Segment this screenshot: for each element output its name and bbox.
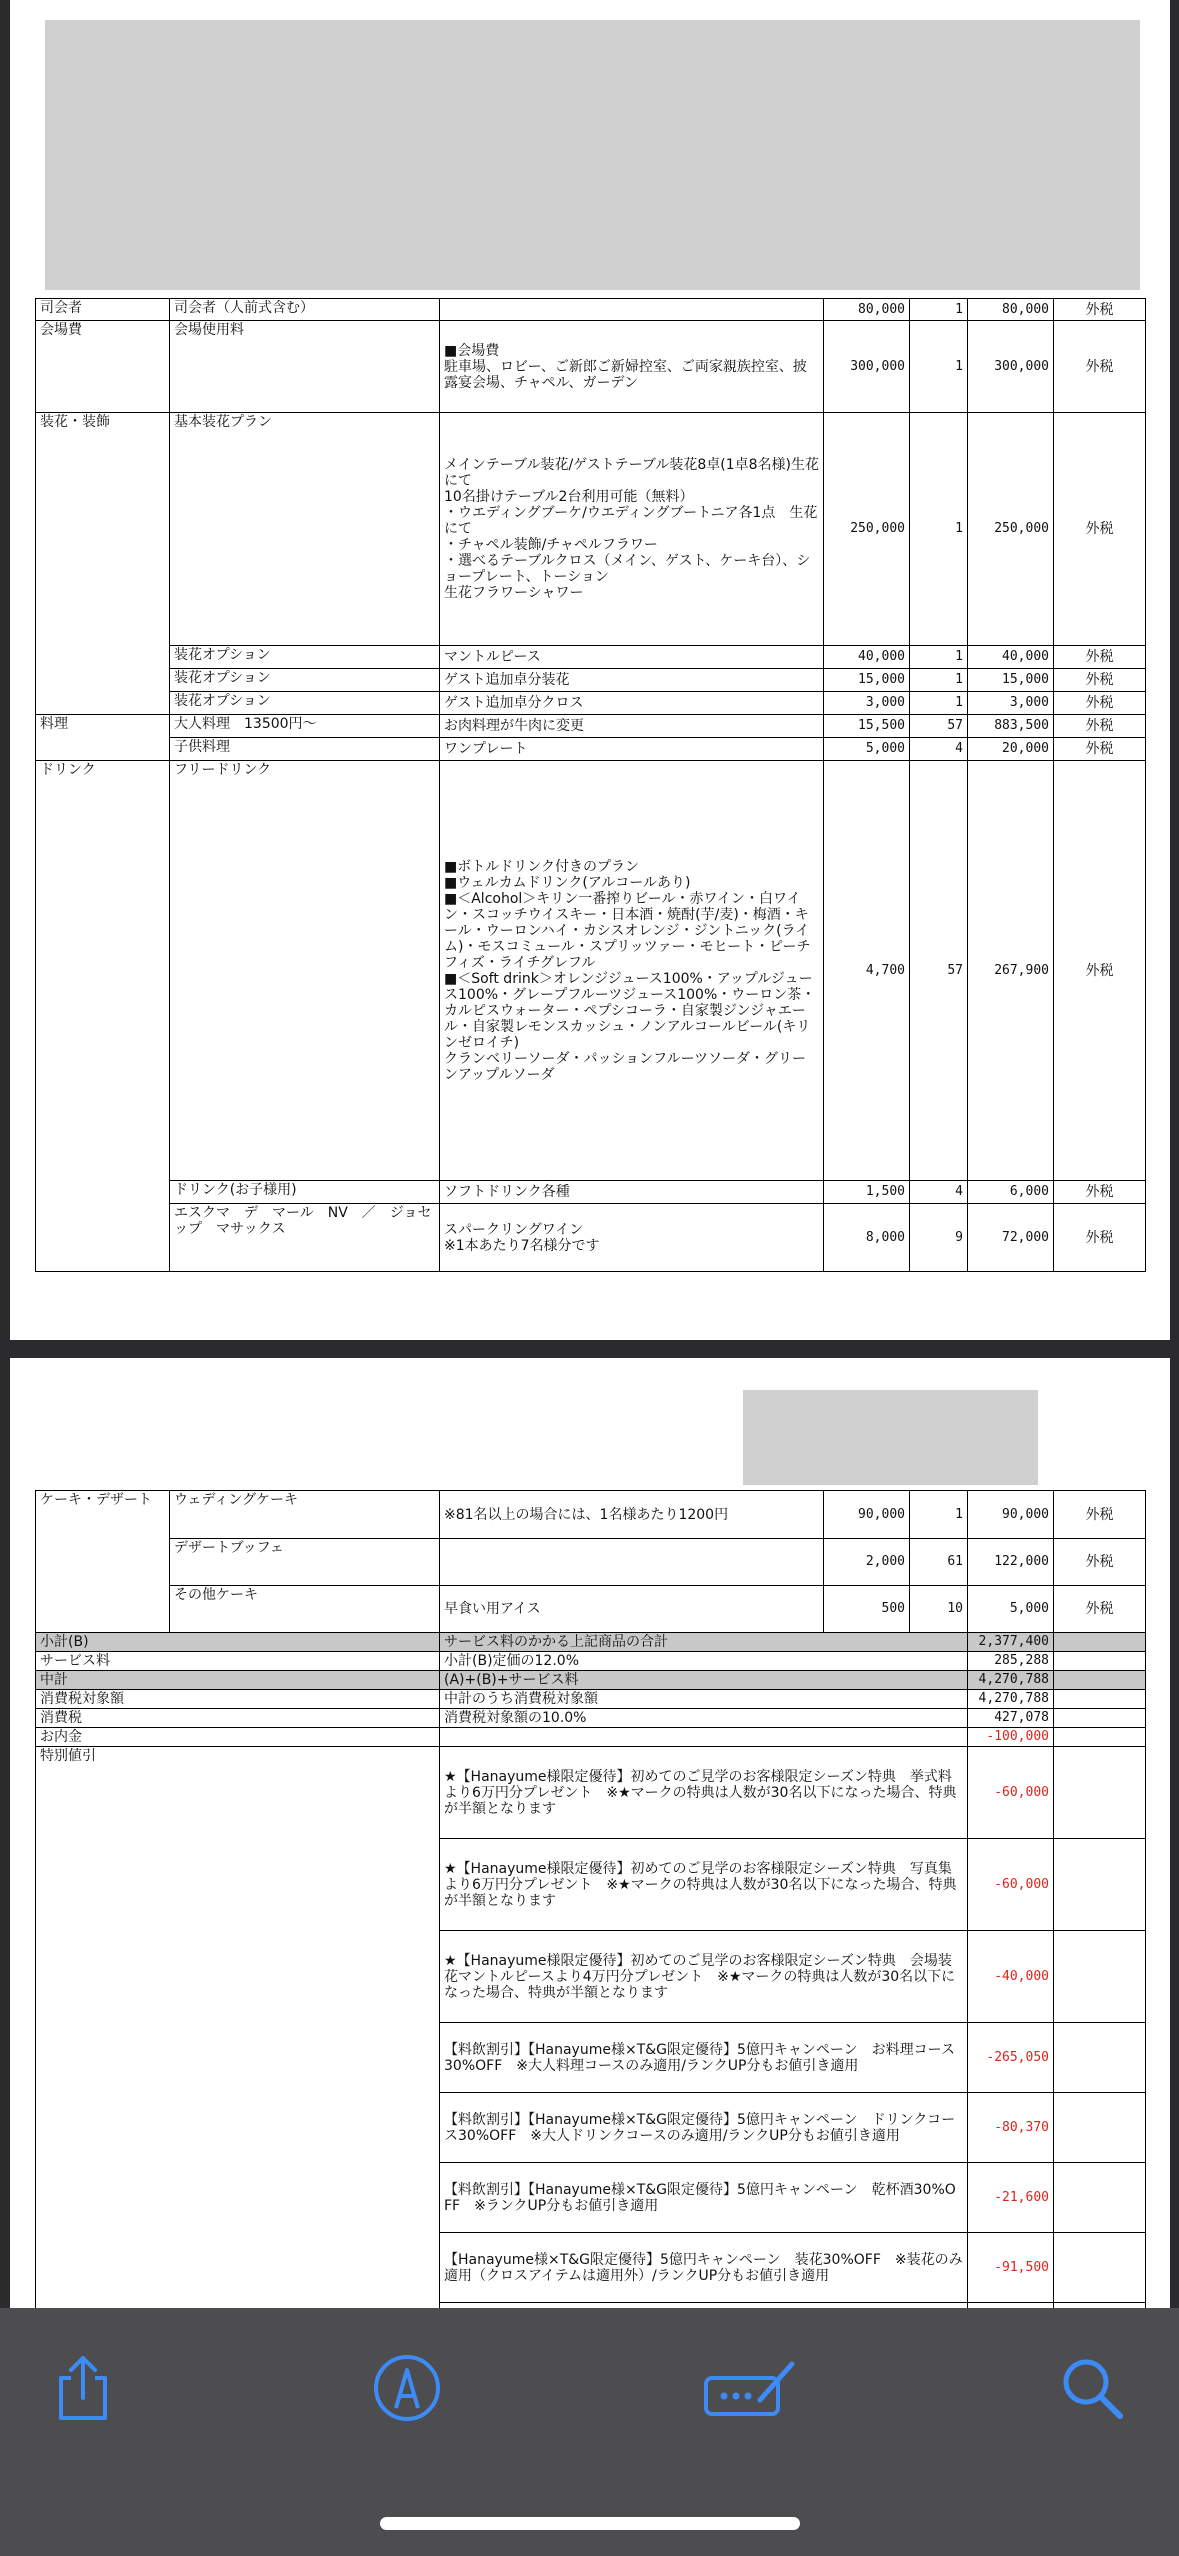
unit-price-cell: 4,700 [824, 761, 910, 1181]
discount-amount: -21,600 [968, 2163, 1054, 2233]
summary-blank [1054, 1709, 1146, 1728]
tax-type-cell: 外税 [1054, 761, 1146, 1181]
share-button[interactable] [43, 2348, 123, 2428]
item-cell: エスクマ デ マール NV ／ ジョセップ マサックス [170, 1204, 440, 1272]
table-row [36, 715, 1146, 738]
document-page-2 [10, 1358, 1170, 2308]
markup-button[interactable] [367, 2348, 447, 2428]
unit-price-cell: 90,000 [824, 1491, 910, 1539]
discount-amount: -265,050 [968, 2023, 1054, 2093]
amount-cell: 15,000 [968, 669, 1054, 692]
summary-label: 中計 [36, 1671, 440, 1690]
home-indicator [380, 2517, 800, 2530]
discount-amount: -60,000 [968, 1747, 1054, 1839]
summary-amount: 427,078 [968, 1709, 1054, 1728]
summary-description: 小計(B)定価の12.0% [440, 1652, 968, 1671]
amount-cell: 72,000 [968, 1204, 1054, 1272]
summary-label: サービス料 [36, 1652, 440, 1671]
item-cell: 司会者（人前式含む） [170, 299, 440, 321]
discount-blank [1054, 2093, 1146, 2163]
table-row [36, 669, 1146, 692]
document-page-1 [10, 0, 1170, 1340]
summary-description: 中計のうち消費税対象額 [440, 1690, 968, 1709]
table-row [36, 1204, 1146, 1272]
description-cell: ※81名以上の場合には、1名様あたり1200円 [440, 1491, 824, 1539]
quantity-cell: 61 [910, 1539, 968, 1586]
discount-description: 【料飲割引】【Hanayume様×T&G限定優待】5億円キャンペーン ドリンクコース30%OFF ※大人ドリンクコースのみ適用/ランクUP分もお値引き適用 [440, 2093, 968, 2163]
quantity-cell: 1 [910, 669, 968, 692]
tax-type-cell: 外税 [1054, 321, 1146, 413]
tax-type-cell: 外税 [1054, 1204, 1146, 1272]
unit-price-cell: 8,000 [824, 1204, 910, 1272]
item-cell: 装花オプション [170, 692, 440, 715]
summary-description: 消費税対象額の10.0% [440, 1709, 968, 1728]
table-row [36, 1491, 1146, 1539]
discount-blank [1054, 2163, 1146, 2233]
unit-price-cell: 3,000 [824, 692, 910, 715]
amount-cell: 6,000 [968, 1181, 1054, 1204]
summary-description [440, 1728, 968, 1747]
discount-blank [1054, 2233, 1146, 2303]
description-cell: ゲスト追加卓分装花 [440, 669, 824, 692]
item-cell: ウェディングケーキ [170, 1491, 440, 1539]
summary-amount: 4,270,788 [968, 1671, 1054, 1690]
unit-price-cell: 500 [824, 1586, 910, 1633]
summary-row [36, 1728, 1146, 1747]
discount-description: ★【Hanayume様限定優待】初めてのご見学のお客様限定シーズン特典 会場装花マントルピースより4万円分プレゼント ※★マークの特典は人数が30名以下になった場合、特典が半額となります [440, 1931, 968, 2023]
share-icon [51, 2352, 115, 2424]
table-row [36, 738, 1146, 761]
discount-blank [1054, 1931, 1146, 2023]
summary-label: お内金 [36, 1728, 440, 1747]
summary-blank [1054, 1728, 1146, 1747]
item-cell: デザートブッフェ [170, 1539, 440, 1586]
category-cell: ケーキ・デザート [36, 1491, 170, 1633]
description-cell: ■ボトルドリンク付きのプラン ■ウェルカムドリンク(アルコールあり) ■＜Alcohol＞キリン一番搾りビール・赤ワイン・白ワイン・スコッチウイスキー・日本酒・焼酎(芋/麦)・梅酒・キール・ウーロンハイ・カシスオレンジ・ジントニック(ライム)・モスコミュール・スプリッツァー・モヒート・ピーチフィズ・ライチグレフル ■＜Soft drink＞オレンジジュース100%・アップルジュース100%・グレープフルーツジュース100%・ウーロン茶・カルピスウォーター・ペプシコーラ・自家製ジンジャエール・自家製レモンスカッシュ・ノンアルコールビール(キリンゼロイチ) クランベリーソーダ・パッションフルーツソーダ・グリーンアップルソーダ [440, 761, 824, 1181]
table-row [36, 1539, 1146, 1586]
tax-type-cell: 外税 [1054, 1181, 1146, 1204]
summary-blank [1054, 1652, 1146, 1671]
quantity-cell: 10 [910, 1586, 968, 1633]
tax-type-cell: 外税 [1054, 669, 1146, 692]
category-cell: 会場費 [36, 321, 170, 413]
item-cell: 子供料理 [170, 738, 440, 761]
summary-blank [1054, 1633, 1146, 1652]
quantity-cell: 4 [910, 1181, 968, 1204]
unit-price-cell: 250,000 [824, 413, 910, 646]
discount-description: ★【Hanayume様限定優待】初めてのご見学のお客様限定シーズン特典 写真集より6万円分プレゼント ※★マークの特典は人数が30名以下になった場合、特典が半額となります [440, 1839, 968, 1931]
table-row [36, 692, 1146, 715]
description-cell: ワンプレート [440, 738, 824, 761]
quantity-cell: 1 [910, 1491, 968, 1539]
summary-description: サービス料のかかる上記商品の合計 [440, 1633, 968, 1652]
quantity-cell: 4 [910, 738, 968, 761]
item-cell: 会場使用料 [170, 321, 440, 413]
amount-cell: 3,000 [968, 692, 1054, 715]
tax-type-cell: 外税 [1054, 646, 1146, 669]
estimate-table-page-1 [35, 298, 1146, 1272]
quantity-cell: 9 [910, 1204, 968, 1272]
quantity-cell: 57 [910, 715, 968, 738]
summary-row [36, 1633, 1146, 1652]
tax-type-cell: 外税 [1054, 1586, 1146, 1633]
summary-row [36, 1690, 1146, 1709]
tax-type-cell: 外税 [1054, 299, 1146, 321]
discount-description: 【料飲割引】【Hanayume様×T&G限定優待】5億円キャンペーン 乾杯酒30%OFF ※ランクUP分もお値引き適用 [440, 2163, 968, 2233]
item-cell: 装花オプション [170, 646, 440, 669]
amount-cell: 5,000 [968, 1586, 1054, 1633]
summary-amount: 4,270,788 [968, 1690, 1054, 1709]
amount-cell: 40,000 [968, 646, 1054, 669]
amount-cell: 90,000 [968, 1491, 1054, 1539]
summary-blank [1054, 1671, 1146, 1690]
discount-amount: -60,000 [968, 1839, 1054, 1931]
summary-amount: 285,288 [968, 1652, 1054, 1671]
item-cell: ドリンク(お子様用) [170, 1181, 440, 1204]
table-row [36, 299, 1146, 321]
description-cell: お肉料理が牛肉に変更 [440, 715, 824, 738]
summary-amount: -100,000 [968, 1728, 1054, 1747]
tax-type-cell: 外税 [1054, 413, 1146, 646]
search-button[interactable] [1052, 2348, 1132, 2428]
amount-cell: 267,900 [968, 761, 1054, 1181]
summary-label: 小計(B) [36, 1633, 440, 1652]
item-cell: 装花オプション [170, 669, 440, 692]
signature-button[interactable] [700, 2348, 800, 2428]
tax-type-cell: 外税 [1054, 738, 1146, 761]
description-cell: メインテーブル装花/ゲストテーブル装花8卓(1卓8名様)生花にて 10名掛けテーブル2台利用可能（無料） ・ウエディングブーケ/ウエディングブートニア各1点 生花にて ・チャペル装飾/チャペルフラワー ・選べるテーブルクロス（メイン、ゲスト、ケーキ台）、ショープレート、トーション 生花フラワーシャワー [440, 413, 824, 646]
discount-description: 【料飲割引】【Hanayume様×T&G限定優待】5億円キャンペーン お料理コース30%OFF ※大人料理コースのみ適用/ランクUP分もお値引き適用 [440, 2023, 968, 2093]
description-cell [440, 1539, 824, 1586]
discount-amount: -91,500 [968, 2233, 1054, 2303]
item-cell: 基本装花プラン [170, 413, 440, 646]
table-row [36, 321, 1146, 413]
item-cell: 大人料理 13500円〜 [170, 715, 440, 738]
summary-blank [1054, 1690, 1146, 1709]
description-cell: ■会場費 駐車場、ロビー、ご新郎ご新婦控室、ご両家親族控室、披露宴会場、チャペル、ガーデン [440, 321, 824, 413]
search-icon [1056, 2352, 1128, 2424]
category-cell: 司会者 [36, 299, 170, 321]
quantity-cell: 1 [910, 413, 968, 646]
item-cell: フリードリンク [170, 761, 440, 1181]
unit-price-cell: 300,000 [824, 321, 910, 413]
tax-type-cell: 外税 [1054, 1539, 1146, 1586]
unit-price-cell: 15,500 [824, 715, 910, 738]
summary-row [36, 1709, 1146, 1728]
quantity-cell: 57 [910, 761, 968, 1181]
unit-price-cell: 2,000 [824, 1539, 910, 1586]
description-cell [440, 299, 824, 321]
summary-label: 消費税対象額 [36, 1690, 440, 1709]
quantity-cell: 1 [910, 299, 968, 321]
redacted-header [45, 20, 1140, 290]
table-row [36, 1181, 1146, 1204]
summary-label: 消費税 [36, 1709, 440, 1728]
table-row [36, 761, 1146, 1181]
description-cell: 早食い用アイス [440, 1586, 824, 1633]
unit-price-cell: 40,000 [824, 646, 910, 669]
description-cell: スパークリングワイン ※1本あたり7名様分です [440, 1204, 824, 1272]
unit-price-cell: 80,000 [824, 299, 910, 321]
discount-blank [1054, 2023, 1146, 2093]
unit-price-cell: 1,500 [824, 1181, 910, 1204]
discount-row [36, 1747, 1146, 1839]
signature-icon [702, 2356, 798, 2420]
summary-row [36, 1671, 1146, 1690]
description-cell: マントルピース [440, 646, 824, 669]
amount-cell: 20,000 [968, 738, 1054, 761]
tax-type-cell: 外税 [1054, 715, 1146, 738]
discount-blank [1054, 1747, 1146, 1839]
category-cell: 装花・装飾 [36, 413, 170, 715]
discount-label: 特別値引 [36, 1747, 440, 2309]
discount-amount: -40,000 [968, 1931, 1054, 2023]
description-cell: ゲスト追加卓分クロス [440, 692, 824, 715]
unit-price-cell: 15,000 [824, 669, 910, 692]
summary-description: (A)+(B)+サービス料 [440, 1671, 968, 1690]
table-row [36, 1586, 1146, 1633]
quantity-cell: 1 [910, 692, 968, 715]
redacted-block [743, 1390, 1038, 1485]
table-row [36, 413, 1146, 646]
quantity-cell: 1 [910, 321, 968, 413]
amount-cell: 250,000 [968, 413, 1054, 646]
description-cell: ソフトドリンク各種 [440, 1181, 824, 1204]
discount-description: 【Hanayume様×T&G限定優待】5億円キャンペーン 装花30%OFF ※装花のみ適用（クロスアイテムは適用外）/ランクUP分もお値引き適用 [440, 2233, 968, 2303]
item-cell: その他ケーキ [170, 1586, 440, 1633]
table-row [36, 646, 1146, 669]
amount-cell: 80,000 [968, 299, 1054, 321]
category-cell: 料理 [36, 715, 170, 761]
markup-icon [371, 2352, 443, 2424]
summary-row [36, 1652, 1146, 1671]
discount-amount: -80,370 [968, 2093, 1054, 2163]
amount-cell: 122,000 [968, 1539, 1054, 1586]
tax-type-cell: 外税 [1054, 1491, 1146, 1539]
discount-description: ★【Hanayume様限定優待】初めてのご見学のお客様限定シーズン特典 挙式料より6万円分プレゼント ※★マークの特典は人数が30名以下になった場合、特典が半額となります [440, 1747, 968, 1839]
quantity-cell: 1 [910, 646, 968, 669]
category-cell: ドリンク [36, 761, 170, 1272]
summary-amount: 2,377,400 [968, 1633, 1054, 1652]
estimate-table-page-2 [35, 1490, 1146, 2308]
discount-blank [1054, 1839, 1146, 1931]
amount-cell: 883,500 [968, 715, 1054, 738]
amount-cell: 300,000 [968, 321, 1054, 413]
unit-price-cell: 5,000 [824, 738, 910, 761]
tax-type-cell: 外税 [1054, 692, 1146, 715]
